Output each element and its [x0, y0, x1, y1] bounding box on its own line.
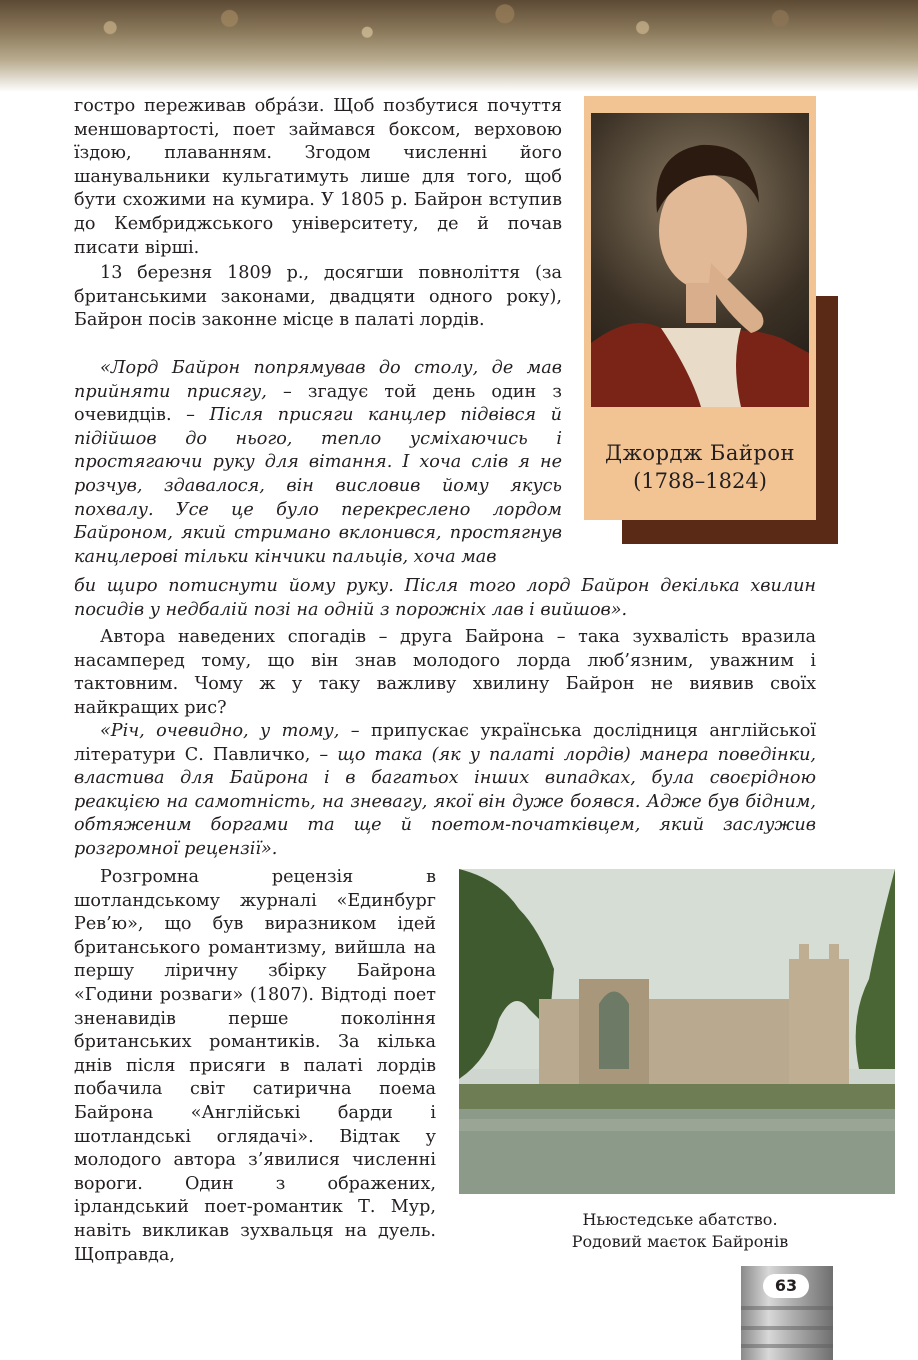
paragraph-6: Розгромна рецензія в шотландському журналі «Единбург Рев’ю», що був виразником ідей британського романтизму, вийшла на першу ліричну збірку Байрона «Години розваги» (1807). Відтоді поет зненавидів перше покоління британських романтиків. За кілька днів після присяги в палаті лордів побачила світ сатирична поема Байрона «Англійські барди і шотландські оглядачі». Відтак у молодого автора з’явилися численні вороги. Один з ображених, ірландський поет-романтик Т. Мур, навіть викликав зухвальця на дуель. Щоправда, [74, 867, 436, 1265]
newstead-abbey-image [459, 869, 895, 1194]
byron-portrait-image [591, 113, 809, 407]
quote-1-attribution: – згадує той день один з очевидців. – [74, 381, 562, 426]
quote-2 [74, 720, 816, 862]
abbey-caption-line-2: Родовий маєток Байронів [571, 1232, 789, 1251]
quote-1 [74, 357, 562, 569]
newstead-abbey-illustration [459, 869, 895, 1194]
byron-portrait-illustration [591, 113, 809, 407]
quote-1-part-3: би щиро потиснути йому руку. Після того лорд Байрон декілька хвилин посидів у недбалій позі на одній з порожніх лав і вийшов». [74, 576, 816, 620]
quote-2-part-2: що така (як у палаті лордів) манера поведінки, властива для Байрона і в багатьох інших випадках, була своєрідною реакцією на самотність, на зневагу, якої він дуже боявся. Адже був бідним, обтяженим боргами та ще й поетом-початківцем, який заслужив розгромної рецензії». [74, 744, 816, 859]
quote-1-part-2: Після присяги канцлер підвівся й підійшов до нього, тепло усміхаючись і простягаючи руку для вітання. І хоча слів я не розчув, здавалося, він висловив йому якусь похвалу. Усе це було перекреслено лордом Байроном, який стримано вклонився, простягнув канцлерові тільки кінчики пальців, хоча мав [74, 405, 562, 567]
portrait-years: (1788–1824) [633, 469, 767, 493]
quote-1-continuation [74, 575, 816, 622]
portrait-name: Джордж Байрон [605, 441, 795, 465]
paragraph-1: гостро переживав обра́зи. Щоб позбутися почуття меншовартості, поет займався боксом, верховою їздою, плаванням. Згодом численні його шанувальники кульгатимуть лише для того, щоб бути схожими на кумира. У 1805 р. Байрон вступив до Кембриджського університету, де й почав писати вірші. [74, 96, 562, 258]
quote-2-attribution: – припускає українська дослідниця англійської літератури С. Павличко, – [74, 721, 816, 765]
paragraph-4: Автора наведених спогадів – друга Байрона – така зухвалість вразила насамперед тому, що він знав молодого лорда люб’язним, уважним і тактовним. Чому ж у таку важливу хвилину Байрон не виявив своїх найкращих рис? [74, 627, 816, 718]
paragraph-2: 13 березня 1809 р., досягши повноліття (за британськими законами, двадцяти одного року), Байрон посів законне місце в палаті лордів. [74, 263, 562, 331]
floral-ornament [0, 0, 918, 92]
portrait-card [584, 96, 816, 520]
quote-2-part-1: «Річ, очевидно, у тому, [100, 721, 340, 741]
top-decorative-band [0, 0, 918, 92]
page-number: 63 [763, 1274, 809, 1298]
quote-1-part-1: «Лорд Байрон попрямував до столу, де мав прийняти присягу, [74, 358, 562, 402]
abbey-caption-line-1: Ньюстедське абатство. [582, 1210, 778, 1229]
